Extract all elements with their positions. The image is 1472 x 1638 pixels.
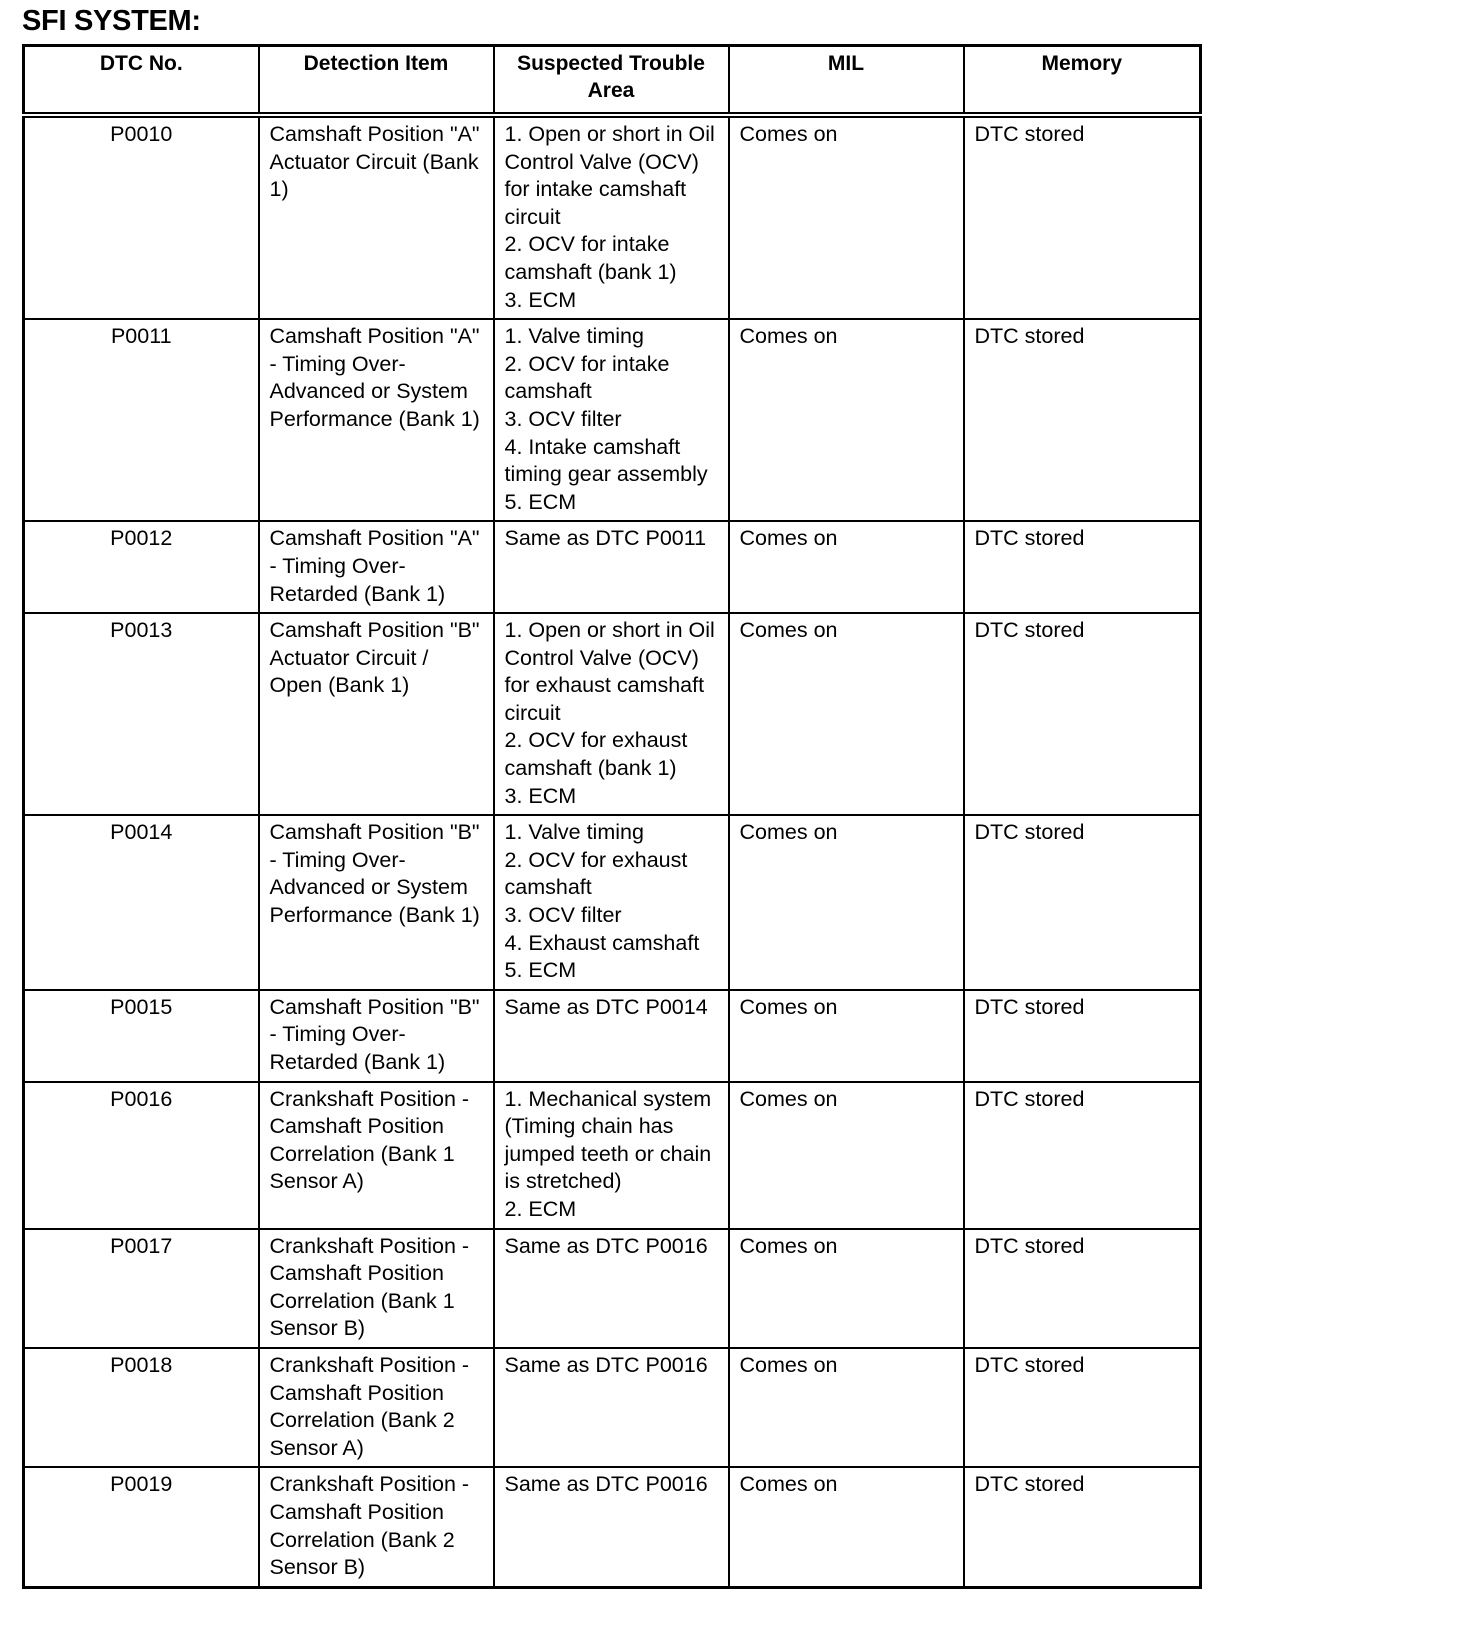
detection-item-cell: Camshaft Position "A" - Timing Over-Retarded (Bank 1) [259,521,494,613]
mil-cell: Comes on [729,990,964,1082]
detection-item-cell: Camshaft Position "A" Actuator Circuit (Bank 1) [259,115,494,319]
table-row [24,613,1201,815]
page-title: SFI SYSTEM: [22,5,201,37]
memory-cell: DTC stored [964,319,1201,521]
table-row [24,1467,1201,1587]
dtc-code-cell: P0016 [24,1082,259,1229]
memory-cell: DTC stored [964,990,1201,1082]
mil-cell: Comes on [729,613,964,815]
dtc-code-cell: P0018 [24,1348,259,1467]
detection-item-cell: Crankshaft Position - Camshaft Position Correlation (Bank 1 Sensor A) [259,1082,494,1229]
mil-cell: Comes on [729,521,964,613]
dtc-code-cell: P0014 [24,815,259,990]
trouble-area-cell: 1. Open or short in Oil Control Valve (OCV) for intake camshaft circuit 2. OCV for intake camshaft (bank 1) 3. ECM [494,115,729,319]
dtc-code-cell: P0010 [24,115,259,319]
mil-cell: Comes on [729,1467,964,1587]
mil-cell: Comes on [729,1082,964,1229]
memory-cell: DTC stored [964,613,1201,815]
table-row [24,1229,1201,1348]
column-header-mil: MIL [729,46,964,116]
table-row [24,115,1201,319]
trouble-area-cell: Same as DTC P0016 [494,1348,729,1467]
column-header-memory: Memory [964,46,1201,116]
memory-cell: DTC stored [964,1467,1201,1587]
dtc-code-cell: P0011 [24,319,259,521]
mil-cell: Comes on [729,319,964,521]
mil-cell: Comes on [729,115,964,319]
table-row [24,815,1201,990]
mil-cell: Comes on [729,815,964,990]
detection-item-cell: Camshaft Position "A" - Timing Over-Advanced or System Performance (Bank 1) [259,319,494,521]
table-body [24,115,1201,1587]
trouble-area-cell: Same as DTC P0011 [494,521,729,613]
detection-item-cell: Camshaft Position "B" - Timing Over-Advanced or System Performance (Bank 1) [259,815,494,990]
table-row [24,1348,1201,1467]
dtc-table [22,44,1202,1589]
detection-item-cell: Crankshaft Position - Camshaft Position Correlation (Bank 2 Sensor A) [259,1348,494,1467]
memory-cell: DTC stored [964,815,1201,990]
table-row [24,1082,1201,1229]
trouble-area-cell: Same as DTC P0016 [494,1229,729,1348]
memory-cell: DTC stored [964,1082,1201,1229]
memory-cell: DTC stored [964,1348,1201,1467]
table-header [24,46,1201,116]
header-row [24,46,1201,116]
dtc-code-cell: P0015 [24,990,259,1082]
detection-item-cell: Camshaft Position "B" Actuator Circuit / Open (Bank 1) [259,613,494,815]
table-row [24,319,1201,521]
dtc-code-cell: P0017 [24,1229,259,1348]
column-header-detection-item: Detection Item [259,46,494,116]
memory-cell: DTC stored [964,521,1201,613]
trouble-area-cell: Same as DTC P0016 [494,1467,729,1587]
trouble-area-cell: 1. Valve timing 2. OCV for intake camshaft 3. OCV filter 4. Intake camshaft timing gear assembly 5. ECM [494,319,729,521]
trouble-area-cell: 1. Mechanical system (Timing chain has jumped teeth or chain is stretched) 2. ECM [494,1082,729,1229]
dtc-code-cell: P0013 [24,613,259,815]
detection-item-cell: Crankshaft Position - Camshaft Position Correlation (Bank 2 Sensor B) [259,1467,494,1587]
dtc-code-cell: P0019 [24,1467,259,1587]
trouble-area-cell: Same as DTC P0014 [494,990,729,1082]
memory-cell: DTC stored [964,1229,1201,1348]
column-header-dtc-no: DTC No. [24,46,259,116]
mil-cell: Comes on [729,1348,964,1467]
table-row [24,521,1201,613]
trouble-area-cell: 1. Valve timing 2. OCV for exhaust camshaft 3. OCV filter 4. Exhaust camshaft 5. ECM [494,815,729,990]
table-row [24,990,1201,1082]
column-header-suspected-trouble-area: Suspected Trouble Area [494,46,729,116]
memory-cell: DTC stored [964,115,1201,319]
detection-item-cell: Camshaft Position "B" - Timing Over-Retarded (Bank 1) [259,990,494,1082]
mil-cell: Comes on [729,1229,964,1348]
dtc-code-cell: P0012 [24,521,259,613]
detection-item-cell: Crankshaft Position - Camshaft Position Correlation (Bank 1 Sensor B) [259,1229,494,1348]
trouble-area-cell: 1. Open or short in Oil Control Valve (OCV) for exhaust camshaft circuit 2. OCV for exhaust camshaft (bank 1) 3. ECM [494,613,729,815]
